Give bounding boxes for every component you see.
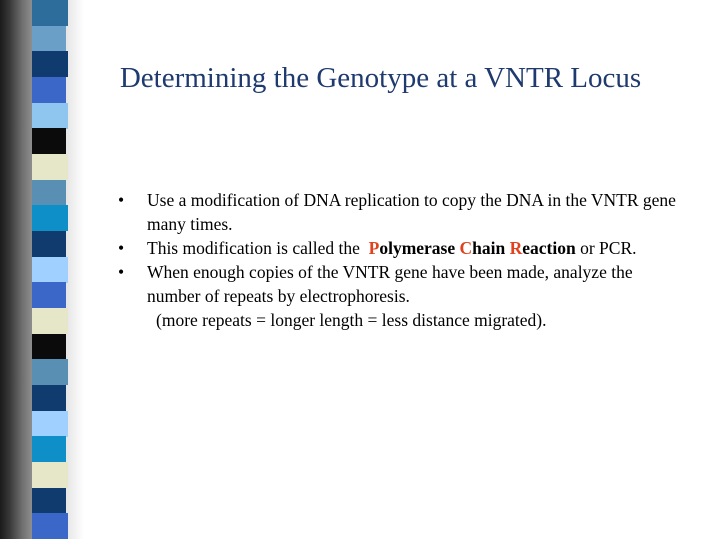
bullet-text-prefix: This modification is called the <box>147 238 369 258</box>
stripe-segment <box>32 154 68 180</box>
stripe-segment <box>32 26 66 52</box>
stripe-segment <box>32 180 66 206</box>
acronym-letter-c: C <box>459 238 473 258</box>
stripe-segment <box>32 385 66 411</box>
bullet-dot: • <box>118 262 125 282</box>
stripe-segment <box>32 103 68 129</box>
stripe-segment <box>32 257 68 283</box>
acronym-word-rest: hain <box>472 238 510 258</box>
stripe-segment <box>32 308 68 334</box>
stripe-segment <box>32 359 68 385</box>
acronym-word-rest: olymerase <box>379 238 460 258</box>
stripe-segment <box>32 513 68 539</box>
stripe-segment <box>32 411 68 437</box>
stripe-segment <box>32 128 66 154</box>
bullet-list <box>118 188 678 332</box>
stripe-segment <box>32 231 66 257</box>
slide-title: Determining the Genotype at a VNTR Locus <box>119 62 642 94</box>
bullet-dot: • <box>118 238 125 258</box>
stripe-segment <box>32 282 66 308</box>
bullet-text: When enough copies of the VNTR gene have been made, analyze the number of repeats by electrophoresis. <box>147 262 633 306</box>
note-text: (more repeats = longer length = less distance migrated). <box>156 310 547 330</box>
bullet-text-suffix: or PCR. <box>575 238 637 258</box>
stripe-segment <box>32 0 68 26</box>
acronym-word-rest: eaction <box>522 238 576 258</box>
stripe-segment <box>32 462 68 488</box>
acronym-letter-p: P <box>368 238 380 258</box>
stripe-segment <box>32 488 66 514</box>
bullet-item <box>118 236 678 260</box>
stripe-segment <box>32 334 66 360</box>
acronym-letter-r: R <box>509 238 523 258</box>
bullet-item <box>118 188 678 236</box>
stripe-segment <box>32 205 68 231</box>
stripe-segment <box>32 436 66 462</box>
bullet-item <box>118 260 678 308</box>
bullet-dot: • <box>118 190 125 210</box>
bullet-text: Use a modification of DNA replication to copy the DNA in the VNTR gene many times. <box>147 190 676 234</box>
